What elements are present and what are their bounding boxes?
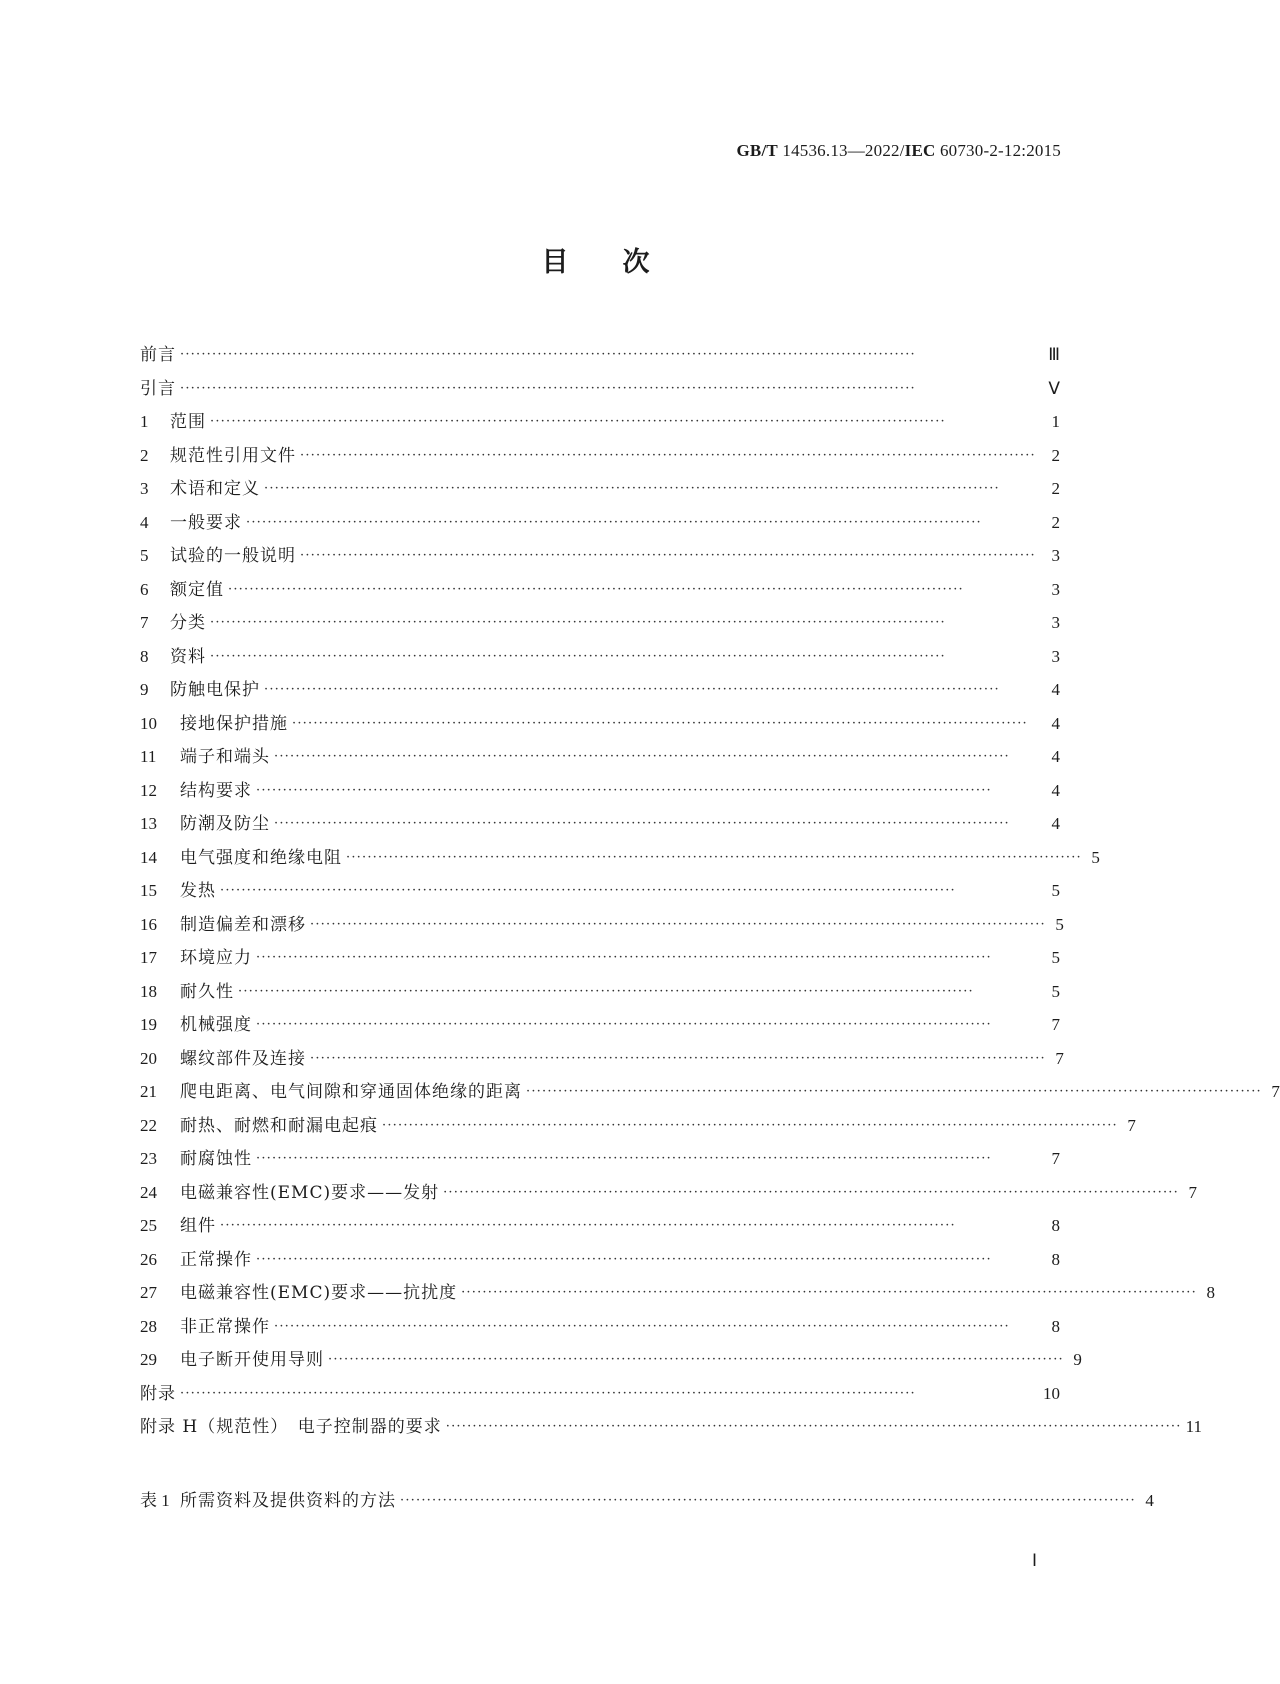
toc-entry-number: 20 [140,1048,157,1068]
toc-entry-page: 8 [1051,1316,1060,1336]
toc-entry-page: 11 [1185,1417,1202,1436]
toc-entry-page: 7 [1127,1115,1136,1135]
toc-entry-label: 规范性引用文件 [170,445,296,466]
dot-leader: ·········································································································································· [228,581,964,597]
toc-entry-label: 环境应力 [180,948,252,968]
toc-entry-number: 27 [140,1283,157,1302]
toc-entry-number: 2 [140,445,149,465]
toc-entry-page: 3 [1051,613,1060,632]
toc-gap [140,1446,1060,1486]
toc-entry-number: 17 [140,948,157,967]
dot-leader: ·········································································································································· [526,1084,1262,1099]
toc-entry[interactable] [140,943,1060,977]
toc-entry-page: 3 [1051,579,1060,599]
toc-entry-number: 表 1 [140,1490,170,1510]
toc-entry-label: 耐久性 [180,981,234,1002]
toc-entry-number: 28 [140,1316,157,1336]
toc-entry[interactable] [140,1111,1136,1145]
toc-entry-page: 5 [1051,881,1060,900]
toc-entry-number: 11 [140,747,157,766]
dot-leader: ·········································································································································· [256,1151,992,1166]
toc-entry-label: 电子断开使用导则 [180,1350,324,1370]
toc-entry-number: 5 [140,546,149,565]
toc-entry-number: 24 [140,1182,157,1202]
dot-leader: ·········································································································································· [310,916,1046,932]
toc-entry-label: 引言 [140,378,176,399]
toc-entry-label: 正常操作 [180,1249,252,1270]
toc-entry-label: 防触电保护 [170,680,260,700]
toc-entry-number: 26 [140,1249,157,1269]
toc-entry[interactable] [140,1379,1060,1413]
toc-entry-number: 6 [140,579,149,599]
toc-entry-number: 9 [140,680,149,699]
toc-entry-number: 13 [140,814,157,833]
toc-entry-number: 10 [140,713,157,733]
toc-entry-label: 耐热、耐燃和耐漏电起痕 [180,1115,378,1136]
toc-entry-number: 15 [140,881,157,900]
toc-entry[interactable] [140,910,1064,944]
toc-entry[interactable] [140,843,1100,877]
toc-entry-page: 2 [1051,512,1060,532]
dot-leader: ·········································································································································· [180,347,916,362]
toc-entry[interactable] [140,776,1060,810]
toc-entry[interactable] [140,608,1060,642]
toc-entry[interactable] [140,1178,1197,1212]
toc-entry[interactable] [140,407,1060,441]
dot-leader: ·········································································································································· [210,648,946,664]
toc-entry-page: 8 [1051,1249,1060,1269]
toc-entry[interactable] [140,742,1060,776]
toc-entry-label: 一般要求 [170,512,242,533]
dot-leader: ·········································································································································· [210,414,946,429]
toc-entry-label: 制造偏差和漂移 [180,914,306,935]
toc-entry-page: 1 [1051,412,1060,431]
toc-entry[interactable] [140,474,1060,508]
dot-leader: ·········································································································································· [461,1285,1197,1300]
toc-entry-page: 7 [1051,1149,1060,1168]
toc-entry[interactable] [140,1412,1202,1446]
toc-entry-label: 爬电距离、电气间隙和穿通固体绝缘的距离 [180,1082,522,1102]
toc-entry-page: 7 [1051,1015,1060,1034]
iec-prefix: IEC [904,141,936,160]
dot-leader: ·········································································································································· [274,816,1010,831]
toc-entry[interactable] [140,1044,1064,1078]
page-number: Ⅰ [1032,1551,1038,1570]
toc-entry[interactable] [140,340,1060,374]
toc-entry-label: 螺纹部件及连接 [180,1048,306,1069]
toc-entry-label: 电磁兼容性(EMC)要求——抗扰度 [180,1283,458,1303]
toc-list [140,340,1280,1446]
dot-leader: ·········································································································································· [310,1050,1046,1066]
toc-entry-page: 8 [1206,1283,1215,1302]
toc-entry-number: 18 [140,981,157,1001]
toc-entry[interactable] [140,709,1060,743]
toc-entry[interactable] [140,575,1060,609]
dot-leader: ·········································································································································· [256,1017,992,1032]
toc-entry-label: 分类 [170,613,206,633]
dot-leader: ·········································································································································· [256,1251,992,1267]
dot-leader: ·········································································································································· [180,380,916,396]
toc-entry[interactable] [140,876,1060,910]
toc-entry-number: 23 [140,1149,157,1168]
toc-entry-number: 25 [140,1216,157,1235]
toc-entry-label: 组件 [180,1216,216,1236]
dot-leader: ·········································································································································· [274,1318,1010,1334]
toc-entry[interactable] [140,541,1060,575]
table-of-contents [140,340,1280,1519]
toc-entry-page: 5 [1055,914,1064,934]
toc-entry[interactable] [140,1211,1060,1245]
toc-entry-number: 1 [140,412,149,431]
toc-entry-number: 4 [140,512,149,532]
dot-leader: ·········································································································································· [210,615,946,630]
toc-entry-label: 非正常操作 [180,1316,270,1337]
dot-leader: ·········································································································································· [256,950,992,965]
toc-entry-page: 7 [1188,1182,1197,1202]
toc-entry[interactable] [140,1278,1215,1312]
toc-entry-page: 4 [1051,814,1060,833]
toc-entry[interactable] [140,675,1060,709]
toc-entry-page: 5 [1051,948,1060,967]
toc-entry[interactable] [140,441,1060,475]
dot-leader: ·········································································································································· [220,883,956,898]
toc-entry-label: 接地保护措施 [180,713,288,734]
toc-entry-page: 4 [1051,747,1060,766]
toc-entry-number: 29 [140,1350,157,1369]
toc-entry-page: 3 [1051,646,1060,666]
toc-entry-number: 8 [140,646,149,666]
toc-entry[interactable] [140,508,1060,542]
toc-entry[interactable] [140,374,1060,408]
toc-entry-page: 3 [1051,546,1060,565]
toc-entry-number: 21 [140,1082,157,1101]
toc-entry-page: 7 [1055,1048,1064,1068]
dot-leader: ·········································································································································· [346,849,1082,865]
toc-entry-number: 12 [140,780,157,800]
toc-entry-page: 2 [1051,479,1060,498]
toc-entry-page: 9 [1073,1350,1082,1369]
toc-entry-number: 14 [140,847,157,867]
toc-entry[interactable] [140,1144,1060,1178]
toc-entry-page: Ⅴ [1048,378,1060,398]
dot-leader: ·········································································································································· [238,983,974,999]
toc-entry[interactable] [140,1010,1060,1044]
toc-entry-page: Ⅲ [1048,345,1060,364]
toc-entry-label: 前言 [140,345,176,365]
dot-leader: ·········································································································································· [443,1184,1179,1200]
toc-entry[interactable] [140,1345,1082,1379]
toc-entry-label: 试验的一般说明 [170,546,296,566]
toc-entry-label: 机械强度 [180,1015,252,1035]
toc-entry-page: 4 [1051,713,1060,733]
table-list [140,1486,1154,1520]
toc-entry[interactable] [140,1077,1280,1111]
dot-leader: ·········································································································································· [445,1419,1182,1434]
toc-entry[interactable] [140,642,1060,676]
toc-entry-label: 范围 [170,412,206,432]
toc-entry-label: 端子和端头 [180,747,270,767]
toc-entry-page: 4 [1051,680,1060,699]
iec-number: 60730-2-12:2015 [939,141,1061,160]
dot-leader: ·········································································································································· [300,447,1036,463]
toc-entry-label: 耐腐蚀性 [180,1149,252,1169]
dot-leader: ·········································································································································· [400,1492,1136,1508]
document-header [736,141,1061,161]
toc-entry-label: 电气强度和绝缘电阻 [180,847,342,868]
dot-leader: ·········································································································································· [382,1117,1118,1133]
toc-entry-label: 附录 H（规范性） 电子控制器的要求 [140,1417,442,1437]
toc-entry-label: 术语和定义 [170,479,260,499]
page-title: 目 次 [541,247,650,278]
dot-leader: ·········································································································································· [328,1352,1064,1367]
dot-leader: ·········································································································································· [292,715,1028,731]
toc-entry[interactable] [140,809,1060,843]
toc-entry-page: 8 [1051,1216,1060,1235]
toc-entry-label: 附录 [140,1383,176,1404]
toc-entry-label: 电磁兼容性(EMC)要求——发射 [180,1182,440,1203]
toc-entry[interactable] [140,1245,1060,1279]
dot-leader: ·········································································································································· [274,749,1010,764]
toc-entry-page: 4 [1145,1490,1154,1510]
dot-leader: ·········································································································································· [264,682,1000,697]
dot-leader: ·········································································································································· [256,782,992,798]
toc-entry[interactable] [140,1486,1154,1520]
toc-entry-label: 发热 [180,881,216,901]
toc-entry[interactable] [140,977,1060,1011]
dot-leader: ·········································································································································· [264,481,1000,496]
toc-entry-label: 额定值 [170,579,224,600]
toc-entry-number: 7 [140,613,149,632]
dot-leader: ·········································································································································· [180,1385,916,1401]
toc-entry-page: 2 [1051,445,1060,465]
toc-entry-number: 19 [140,1015,157,1034]
dot-leader: ·········································································································································· [300,548,1036,563]
standard-number: 14536.13—2022/ [782,141,905,160]
standard-prefix: GB/T [736,141,778,160]
toc-entry-page: 10 [1043,1383,1060,1403]
toc-entry-label: 所需资料及提供资料的方法 [180,1490,396,1511]
toc-entry-page: 4 [1051,780,1060,800]
toc-entry-label: 资料 [170,646,206,667]
toc-entry[interactable] [140,1312,1060,1346]
toc-entry-number: 22 [140,1115,157,1135]
toc-entry-label: 防潮及防尘 [180,814,270,834]
dot-leader: ·········································································································································· [246,514,982,530]
toc-entry-number: 3 [140,479,149,498]
dot-leader: ·········································································································································· [220,1218,956,1233]
toc-entry-number: 16 [140,914,157,934]
toc-entry-page: 7 [1271,1082,1280,1101]
toc-entry-page: 5 [1091,847,1100,867]
toc-entry-label: 结构要求 [180,780,252,801]
toc-entry-page: 5 [1051,981,1060,1001]
